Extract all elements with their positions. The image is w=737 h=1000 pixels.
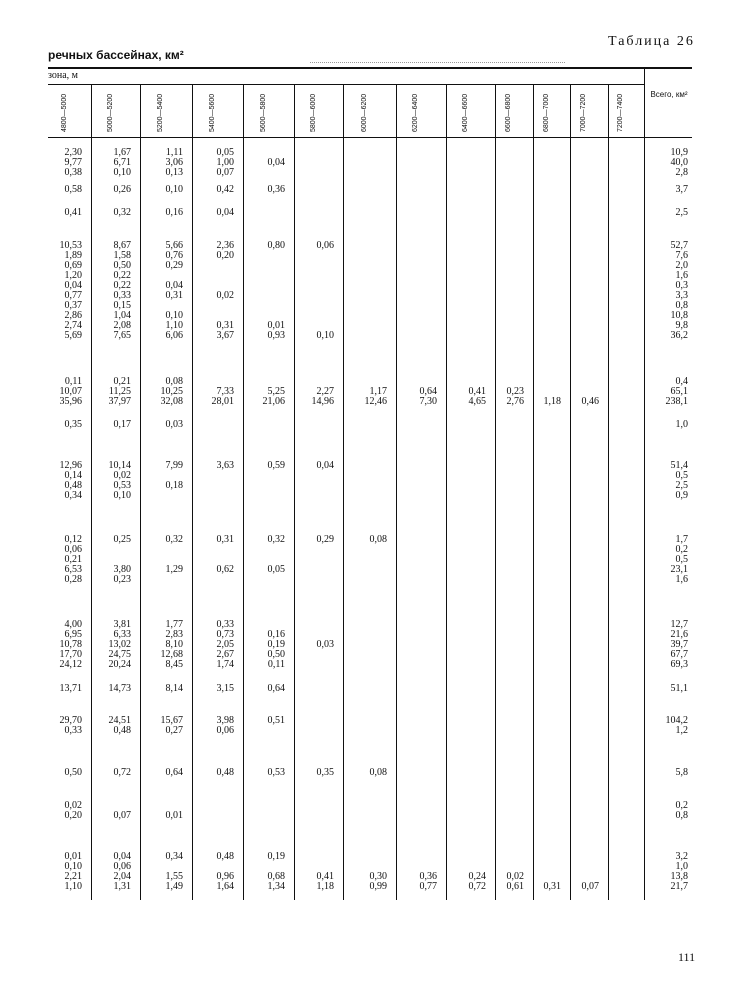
- table-cell: 0,41 4,65: [468, 386, 486, 407]
- table-cell: 0,29: [316, 534, 334, 545]
- table-cell: 3,98 0,06: [216, 715, 234, 736]
- table-cell: 0,08: [369, 534, 387, 545]
- total-cell: 1,7 0,2 0,5 23,1 1,6: [670, 534, 688, 585]
- table-cell: 0,35: [316, 767, 334, 778]
- table-cell: 5,66 0,76 0,29 0,04 0,31 0,10 1,10 6,06: [165, 240, 183, 341]
- table-cell: 0,41: [64, 207, 82, 218]
- table-title: речных бассейнах, км²: [48, 48, 184, 62]
- table-cell: 0,58: [64, 184, 82, 195]
- table-cell: 0,26: [113, 184, 131, 195]
- column-divider: [243, 84, 244, 900]
- column-header: 7000—7200: [580, 93, 587, 132]
- table-cell: 5,25 21,06: [262, 386, 285, 407]
- table-cell: 0,03: [165, 419, 183, 430]
- table-cell: 0,19 0,68 1,34: [267, 851, 285, 892]
- total-cell: 0,4 65,1 238,1: [665, 376, 688, 407]
- column-header: 4800—5000: [60, 93, 68, 132]
- table-cell: 7,33 28,01: [211, 386, 234, 407]
- table-cell: 0,17: [113, 419, 131, 430]
- table-cell: 3,81 6,33 13,02 24,75 20,24: [108, 619, 131, 670]
- column-divider: [396, 84, 397, 900]
- column-divider: [91, 84, 92, 900]
- table-cell: 0,01 0,10 2,21 1,10: [64, 851, 82, 892]
- table-cell: 0,59: [267, 460, 285, 471]
- table-cell: 1,67 6,71 0,10: [113, 147, 131, 178]
- table-cell: 0,80 0,01 0,93: [267, 240, 285, 341]
- table-cell: 8,14: [165, 683, 183, 694]
- table-cell: 0,05 1,00 0,07: [216, 147, 234, 178]
- total-cell: 2,5: [675, 207, 688, 218]
- total-cell: 104,2 1,2: [665, 715, 688, 736]
- column-divider: [570, 84, 571, 900]
- table-number: Таблица 26: [608, 34, 695, 49]
- total-header: Всего, км²: [650, 90, 688, 99]
- table-cell: 0,33 0,73 2,05 2,67 1,74: [216, 619, 234, 670]
- table-cell: 0,64: [165, 767, 183, 778]
- top-rule: [48, 67, 692, 69]
- column-header: 5400—5600: [208, 93, 216, 132]
- table-cell: 0,30 0,99: [369, 871, 387, 892]
- column-divider: [192, 84, 193, 900]
- table-cell: 0,12 0,06 0,21 6,53 0,28: [64, 534, 82, 585]
- zone-rule: [48, 84, 644, 85]
- table-cell: 15,67 0,27: [160, 715, 183, 736]
- table-cell: 29,70 0,33: [59, 715, 82, 736]
- table-cell: 0,41 1,18: [316, 871, 334, 892]
- table-cell: 0,07: [581, 881, 599, 892]
- table-cell: 24,51 0,48: [108, 715, 131, 736]
- table-cell: 3,15: [216, 683, 234, 694]
- total-cell: 12,7 21,6 39,7 67,7 69,3: [670, 619, 688, 670]
- table-cell: 3,63: [216, 460, 234, 471]
- table-cell: 0,31 0,62: [216, 534, 234, 575]
- table-cell: 0,02 0,61: [506, 871, 524, 892]
- column-divider: [446, 84, 447, 900]
- table-cell: 0,04 0,06 2,04 1,31: [113, 851, 131, 892]
- total-cell: 1,0: [675, 419, 688, 430]
- table-cell: 1,18: [543, 396, 561, 407]
- total-cell: 3,2 1,0 13,8 21,7: [670, 851, 688, 892]
- table-cell: 0,04: [267, 157, 285, 168]
- total-cell: 3,7: [675, 184, 688, 195]
- column-header: 6000—6200: [360, 93, 368, 132]
- table-cell: 0,32 0,05: [267, 534, 285, 575]
- total-cell: 51,4 0,5 2,5 0,9: [670, 460, 688, 501]
- table-cell: 0,32 1,29: [165, 534, 183, 575]
- table-cell: 2,36 0,20 0,02 0,31 3,67: [216, 240, 234, 341]
- table-cell: 0,64 7,30: [419, 386, 437, 407]
- column-header: 6800—7000: [542, 93, 550, 132]
- table-cell: 0,16: [165, 207, 183, 218]
- total-cell: 51,1: [670, 683, 688, 694]
- table-cell: 2,30 9,77 0,38: [64, 147, 82, 178]
- column-header: 5600—5800: [259, 93, 267, 132]
- total-cell: 10,9 40,0 2,8: [670, 147, 688, 178]
- column-header: 5000—5200: [106, 93, 114, 132]
- table-cell: 0,51: [267, 715, 285, 726]
- table-cell: 0,50: [64, 767, 82, 778]
- table-cell: 0,31: [543, 881, 561, 892]
- column-divider: [533, 84, 534, 900]
- column-header: 7200—7400: [617, 93, 624, 132]
- table-cell: 0,03: [316, 639, 334, 650]
- table-cell: 0,72: [113, 767, 131, 778]
- table-cell: 0,06 0,10: [316, 240, 334, 341]
- table-cell: 1,77 2,83 8,10 12,68 8,45: [160, 619, 183, 670]
- table-cell: 0,48 0,96 1,64: [216, 851, 234, 892]
- table-cell: 10,14 0,02 0,53 0,10: [108, 460, 131, 501]
- table-cell: 0,10: [165, 184, 183, 195]
- table-cell: 0,35: [64, 419, 82, 430]
- table-cell: 7,99 0,18: [165, 460, 183, 491]
- column-divider: [644, 67, 645, 900]
- table-cell: 1,11 3,06 0,13: [165, 147, 183, 178]
- table-cell: 1,17 12,46: [364, 386, 387, 407]
- table-cell: 14,73: [108, 683, 131, 694]
- table-cell: 0,04: [216, 207, 234, 218]
- table-cell: 0,36: [267, 184, 285, 195]
- table-cell: 0,42: [216, 184, 234, 195]
- column-header: 5800—6000: [309, 93, 317, 132]
- column-header: 5200—5400: [157, 93, 164, 132]
- table-cell: 0,02 0,20: [64, 800, 82, 821]
- table-cell: 0,32: [113, 207, 131, 218]
- total-cell: 52,7 7,6 2,0 1,6 0,3 3,3 0,8 10,8 9,8 36,2: [670, 240, 688, 341]
- table-cell: 0,11 10,07 35,96: [59, 376, 82, 407]
- column-header: 6200—6400: [412, 93, 419, 132]
- table-cell: 12,96 0,14 0,48 0,34: [59, 460, 82, 501]
- page-number: 111: [678, 950, 696, 964]
- total-cell: 0,2 0,8: [675, 800, 688, 821]
- column-divider: [495, 84, 496, 900]
- table-cell: 0,21 11,25 37,97: [108, 376, 131, 407]
- divider: [310, 62, 565, 64]
- table-cell: 13,71: [59, 683, 82, 694]
- header-rule: [48, 137, 692, 138]
- table-cell: 0,64: [267, 683, 285, 694]
- table-cell: 0,16 0,19 0,50 0,11: [267, 629, 285, 670]
- total-cell: 5,8: [675, 767, 688, 778]
- table-cell: 4,00 6,95 10,78 17,70 24,12: [59, 619, 82, 670]
- column-header: 6400—6600: [461, 93, 469, 132]
- table-cell: 0,25 3,80 0,23: [113, 534, 131, 585]
- table-cell: 0,53: [267, 767, 285, 778]
- table-cell: 0,07: [113, 810, 131, 821]
- table-cell: 0,23 2,76: [506, 386, 524, 407]
- column-divider: [343, 84, 344, 900]
- table-cell: 8,67 1,58 0,50 0,22 0,22 0,33 0,15 1,04 2,08 7,65: [113, 240, 131, 341]
- table-cell: 0,04: [316, 460, 334, 471]
- table-cell: 10,53 1,89 0,69 1,20 0,04 0,77 0,37 2,86 2,74 5,69: [59, 240, 82, 341]
- table-cell: 0,01: [165, 810, 183, 821]
- table-cell: 0,24 0,72: [468, 871, 486, 892]
- table-cell: 0,34 1,55 1,49: [165, 851, 183, 892]
- column-header: 6600—6800: [505, 93, 512, 132]
- table-cell: 2,27 14,96: [311, 386, 334, 407]
- column-divider: [140, 84, 141, 900]
- table-cell: 0,36 0,77: [419, 871, 437, 892]
- table-cell: 0,46: [581, 396, 599, 407]
- table-cell: 0,08: [369, 767, 387, 778]
- zone-label: зона, м: [48, 70, 79, 81]
- table-cell: 0,48: [216, 767, 234, 778]
- table-cell: 0,08 10,25 32,08: [160, 376, 183, 407]
- column-divider: [294, 84, 295, 900]
- column-divider: [608, 84, 609, 900]
